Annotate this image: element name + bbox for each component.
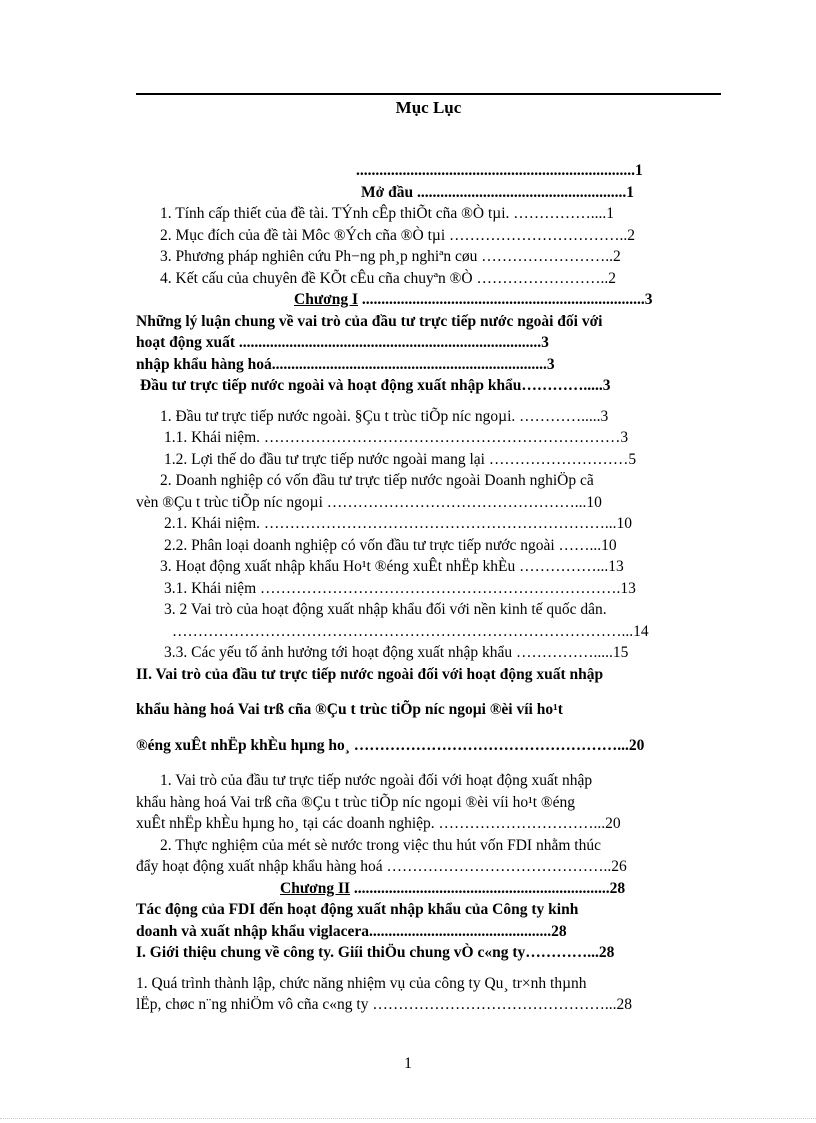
toc-entry-intro: Mở đầu ......................................................1 — [361, 183, 634, 201]
toc-entry: Tác động của FDI đến hoạt động xuất nhập khẩu của Công ty kinh — [136, 901, 579, 918]
toc-entry-chapter-1 — [136, 289, 721, 311]
toc-entry: 3. Hoạt động xuất nhập khẩu Ho¹t ®éng xuÊt nhËp khÈu ……………...13 — [160, 558, 624, 575]
toc-entry: 1.1. Khái niệm. ……………………………………………………………3 — [164, 429, 629, 446]
toc-leader: ..................................................................28 — [350, 879, 626, 897]
toc-leader: .........................................................................3 — [357, 291, 653, 308]
toc-entry: 3.1. Khái niệm …………………………………………………………….13 — [164, 579, 636, 597]
toc-entry: 3.3. Các yếu tố ảnh hưởng tới hoạt động xuất nhập khẩu …………….....15 — [164, 644, 629, 661]
toc-entry: 1. Quá trình thành lập, chức năng nhiệm vụ của công ty Qu¸ tr×nh thµnh — [136, 974, 587, 992]
toc-entry: vèn ®Çu t trùc tiÕp níc ngoµi …………………………………………...10 — [136, 493, 602, 511]
toc-entry: I. Giới thiệu chung về công ty. Giíi thiÖu chung vÒ c«ng ty…………...28 — [136, 944, 615, 961]
toc-entry: 1. Đầu tư trực tiếp nước ngoài. §Çu t trùc tiÕp níc ngoµi. ………….....3 — [160, 407, 609, 425]
page-bottom-border — [0, 1118, 816, 1119]
toc-entry: hoạt động xuất ..............................................................................3 — [136, 334, 549, 351]
toc-line: ........................................................................1 — [356, 162, 643, 179]
toc-entry: 3. Phương pháp nghiên cứu Ph−ng ph¸p nghiªn cøu ……………………..2 — [160, 248, 621, 265]
toc-entry: khẩu hàng hoá Vai trß cña ®Çu t trùc tiÕp níc ngoµi ®èi víi ho¹t — [136, 701, 563, 718]
toc-entry: 2.2. Phân loại doanh nghiệp có vốn đầu tư trực tiếp nước ngoài ……...10 — [164, 536, 617, 554]
page-title: Mục Lục — [395, 98, 462, 117]
toc-entry: 1. Tính cấp thiết của đề tài. TÝnh cÊp thiÕt cña ®Ò tµi. ……………....1 — [160, 205, 615, 222]
toc-entry: ®éng xuÊt nhËp khÈu hµng ho¸ ……………………………………………...20 — [136, 736, 645, 754]
chapter-label: Chương II — [280, 879, 351, 897]
toc-entry: xuÊt nhËp khÈu hµng ho¸ tại các doanh nghiệp. …………………………...20 — [136, 815, 621, 832]
table-of-contents — [136, 160, 721, 1016]
toc-entry: Đầu tư trực tiếp nước ngoài và hoạt động xuất nhập khẩu………….....3 — [140, 377, 611, 394]
toc-entry: nhập khẩu hàng hoá.......................................................................3 — [136, 355, 555, 373]
toc-entry: doanh và xuất nhập khẩu viglacera...............................................28 — [136, 922, 567, 940]
page-number: 1 — [404, 1055, 412, 1072]
toc-entry: 2. Doanh nghiệp có vốn đầu tư trực tiếp nước ngoài Doanh nghiÖp cã — [160, 472, 594, 489]
toc-entry: ……………………………………………………………………………...14 — [172, 622, 649, 640]
toc-entry: 1. Vai trò của đầu tư trực tiếp nước ngoài đối với hoạt động xuất nhập — [160, 772, 593, 789]
chapter-label: Chương I — [294, 291, 358, 308]
toc-entry: lËp, chøc n¨ng nhiÖm vô cña c«ng ty ………………………………………...28 — [136, 996, 632, 1013]
toc-entry: 2. Thực nghiệm của mét sè nước trong việc thu hút vốn FDI nhằm thúc — [160, 836, 601, 854]
toc-entry: 4. Kết cấu của chuyên đề KÕt cÊu cña chuyªn ®Ò ……………………..2 — [160, 269, 616, 287]
toc-entry: II. Vai trò của đầu tư trực tiếp nước ngoài đối với hoạt động xuất nhập — [136, 665, 604, 683]
toc-entry: 2. Mục đích của đề tài Môc ®Ých cña ®Ò tµi ……………………………..2 — [160, 226, 636, 244]
toc-entry-chapter-2 — [136, 878, 721, 900]
toc-entry: 1.2. Lợi thế do đầu tư trực tiếp nước ngoài mang lại ………………………5 — [164, 450, 637, 468]
header-rule — [136, 93, 721, 95]
toc-entry: 2.1. Khái niệm. …………………………………………………………...10 — [164, 515, 632, 532]
toc-entry: đẩy hoạt động xuất nhập khẩu hàng hoá ……………………………………..26 — [136, 858, 627, 875]
toc-entry: 3. 2 Vai trò của hoạt động xuất nhập khẩu đối với nền kinh tế quốc dân. — [164, 601, 607, 618]
toc-entry: Những lý luận chung về vai trò của đầu tư trực tiếp nước ngoài đối với — [136, 312, 603, 330]
toc-entry: khẩu hàng hoá Vai trß cña ®Çu t trùc tiÕp níc ngoµi ®èi víi ho¹t ®éng — [136, 793, 576, 811]
